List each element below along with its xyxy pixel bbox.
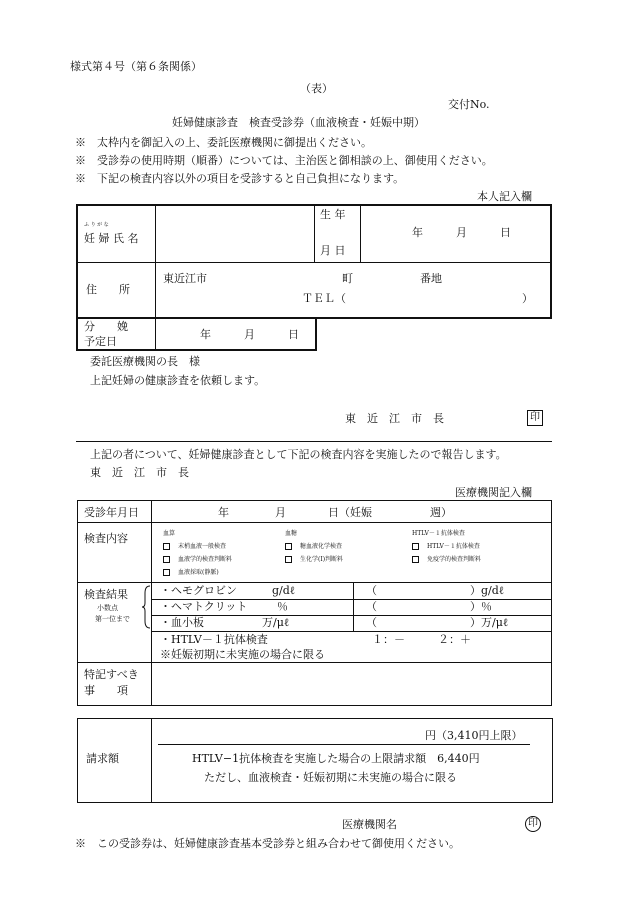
exam-item[interactable]: 末梢血液一般検査 [163,543,226,550]
birth-label-1: 生 年 [320,208,346,221]
exam-item[interactable]: 血液学的検査判断料 [163,556,232,563]
exam-results-sub-2: 第一位まで [95,615,130,623]
result-htlv-note: ※妊娠初期に未実施の場合に限る [160,648,325,661]
form-number: 様式第４号（第６条関係） [70,60,202,73]
billing-label: 請求額 [86,752,119,765]
result-platelet: ・血小板 [160,616,204,629]
exam-group-title: 血糖 [285,530,298,537]
name-furigana: ふ り が な [84,222,109,228]
checkbox-icon[interactable] [285,543,292,550]
address-label: 住 所 [86,283,130,296]
result-hemoglobin-open[interactable]: （ [366,584,377,597]
institution-name-label: 医療機関名 [342,818,397,831]
brace-icon [142,585,152,629]
billing-condition-line: ただし、血液検査・妊娠初期に未実施の場合に限る [204,771,457,784]
city-seal-icon: 印 [527,410,543,426]
note-3: ※ 下記の検査内容以外の項目を受診すると自己負担になります。 [75,172,405,185]
request-signer: 東 近 江 市 長 [345,412,444,425]
exam-group-title: 血算 [163,530,176,537]
billing-htlv-line: HTLV−1抗体検査を実施した場合の上限請求額 6,440円 [192,752,480,765]
exam-date-year[interactable]: 年 [218,506,229,519]
due-date-field[interactable]: 年 月 日 [200,328,299,341]
issue-no-label: 交付No. [448,98,490,111]
result-hematocrit-unit: ％ [277,600,288,613]
self-section-label: 本人記入欄 [477,190,532,203]
due-label-1: 分 娩 [84,320,128,333]
result-hemoglobin-close: ）g/dℓ [470,584,505,597]
result-platelet-close: ）万/μℓ [470,616,509,629]
address-town: 町 [342,272,353,285]
tel-close: ） [522,292,533,305]
special-notes-label-2: 事 項 [84,684,128,697]
checkbox-icon[interactable] [163,543,170,550]
note-2: ※ 受診券の使用時期（順番）については、主治医と御相談の上、御使用ください。 [75,154,493,167]
note-1: ※ 太枠内を御記入の上、委託医療機関に御提出ください。 [75,136,372,149]
result-hematocrit-open[interactable]: （ [366,600,377,613]
divider [76,441,552,442]
request-to: 委託医療機関の長 様 [90,355,200,368]
exam-item[interactable]: 糖血液化学検査 [285,543,342,550]
exam-date-label: 受診年月日 [84,506,139,519]
special-notes-label-1: 特記すべき [84,668,139,681]
exam-results-sub-1: 小数点 [97,604,118,612]
tel-label[interactable]: ＴＥＬ（ [302,292,346,305]
exam-item[interactable]: 生化学(Ⅰ)判断料 [285,556,343,563]
exam-content-label: 検査内容 [84,532,128,545]
exam-date-day[interactable]: 日（妊娠 [328,506,372,519]
footer-note: ※ この受診券は、妊婦健康診査基本受診券と組み合わせて御使用ください。 [75,837,460,850]
birth-label-2: 月 日 [320,244,346,257]
checkbox-icon[interactable] [412,556,419,563]
exam-item[interactable]: 免疫学的検査判断料 [412,556,481,563]
form-title: 妊婦健康診査 検査受診券（血液検査・妊娠中期） [172,116,425,129]
report-text: 上記の者について、妊婦健康診査として下記の検査内容を実施したので報告します。 [90,448,507,461]
exam-date-week[interactable]: 週） [430,506,452,519]
name-label: 妊 婦 氏 名 [84,232,139,245]
exam-date-month[interactable]: 月 [275,506,286,519]
form-side: （表） [300,82,333,95]
due-label-2: 予定日 [84,335,117,348]
result-hemoglobin: ・ヘモグロビン [160,584,237,597]
result-hematocrit: ・ヘマトクリット [160,600,248,613]
checkbox-icon[interactable] [412,543,419,550]
request-text: 上記妊婦の健康診査を依頼します。 [90,374,266,387]
report-to: 東 近 江 市 長 [90,466,189,479]
checkbox-icon[interactable] [285,556,292,563]
address-banchi: 番地 [420,272,442,285]
billing-divider [151,718,152,802]
result-hematocrit-close: ）％ [470,600,492,613]
birth-date-field[interactable]: 年 月 日 [412,226,511,239]
exam-item[interactable]: 血液採取(静脈) [163,569,219,576]
exam-item[interactable]: HTLV－１抗体検査 [412,543,480,550]
exam-results-label: 検査結果 [84,588,128,601]
institution-section-label: 医療機関記入欄 [455,486,532,499]
checkbox-icon[interactable] [163,569,170,576]
billing-yen[interactable]: 円（3,410円上限） [425,729,523,742]
institution-seal-icon: 印 [525,816,541,832]
result-platelet-open[interactable]: （ [366,616,377,629]
checkbox-icon[interactable] [163,556,170,563]
result-htlv-value[interactable]: １：－ ２：＋ [372,633,471,646]
billing-underline [158,744,530,745]
special-notes-field[interactable] [156,666,546,702]
exam-group-title: HTLV－１抗体検査 [412,530,465,537]
result-hemoglobin-unit: g/dℓ [272,584,296,597]
result-htlv: ・HTLV－１抗体検査 [160,633,268,646]
address-city: 東近江市 [163,272,207,285]
name-field[interactable] [160,212,306,254]
result-platelet-unit: 万/μℓ [262,616,290,629]
